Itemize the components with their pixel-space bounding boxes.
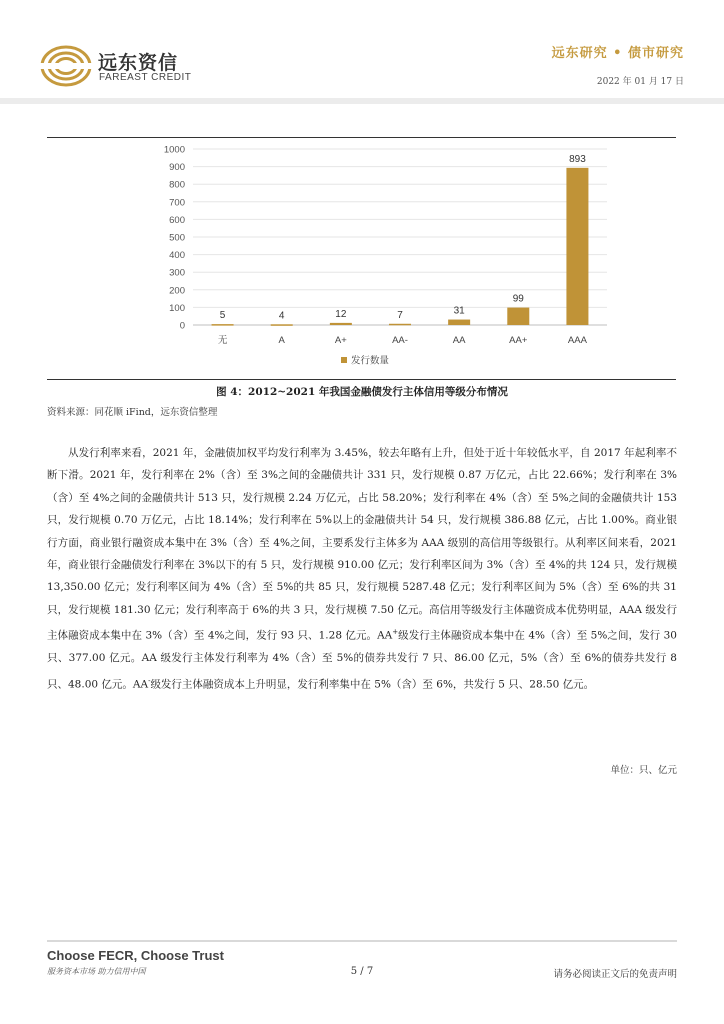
body-paragraph: 从发行利率来看，2021 年，金融债加权平均发行利率为 3.45%，较去年略有上升，但处于近十年较低水平，自 2017 年起利率不断下滑。2021 年，发行利率在 2%（含）至 3%之间的金融债共计 331 只，发行规模 0.87 万亿元，占比 22.66%；发行利率在 3%（含）至 4%之间的金融债共计 513 只，发行规模 2.24 万亿元，占比 58.20%；发行利率在 4%（含）至 5%之间的金融债共计 153 只，发行规模 0.70 万亿元，占比 18.14%；发行利率在 5%以上的金融债共计 54 只，发行规模 386.88 亿元，占比 1.00%。商业银行方面，商业银行融资成本集中在 3%（含）至 4%之间，主要系发行主体多为 AAA 级别的高信用等级银行。从利率区间来看，2021 年，商业银行金融债发行利率在 3%以下的有 5 只，发行规模 910.00 亿元；发行利率区间为 3%（含）至 4%的共 124 只，发行规模 13,350.00 亿元；发行利率区间为 4%（含）至 5%的共 85 只，发行规模 5287.48 亿元；发行利率区间为 5%（含）至 6%的共 31 只，发行规模 181.30 亿元；发行利率高于 6%的共 3 只，发行规模 7.50 亿元。高信用等级发行主体融资成本优势明显，AAA 级发行主体融资成本集中在 3%（含）至 4%之间，发行 93 只、1.28 亿元。AA+级发行主体融资成本集中在 4%（含）至 5%之间，发行 30 只、377.00 亿元。AA 级发行主体发行利率为 4%（含）至 5%的债券共发行 7 只、86.00 亿元，5%（含）至 6%的债券共发行 8 只、48.00 亿元。AA-级发行主体融资成本上升明显，发行利率集中在 5%（含）至 6%，共发行 5 只、28.50 亿元。 bbox=[47, 447, 677, 691]
bar bbox=[507, 308, 529, 325]
footer-slogan: Choose FECR, Choose Trust bbox=[47, 948, 224, 963]
x-tick-label: AA- bbox=[392, 335, 408, 346]
bar bbox=[271, 324, 293, 326]
data-label: 893 bbox=[569, 153, 586, 165]
bar bbox=[212, 324, 234, 326]
y-tick-label: 200 bbox=[169, 285, 185, 297]
legend-label: 发行数量 bbox=[351, 355, 390, 367]
brand-name-cn: 远东资信 bbox=[98, 52, 179, 74]
x-tick-label: AA+ bbox=[509, 335, 528, 346]
legend-swatch bbox=[341, 357, 347, 363]
fareast-logo-icon bbox=[40, 44, 96, 88]
rating-distribution-chart bbox=[47, 140, 676, 376]
page-number: 5 / 7 bbox=[350, 966, 374, 977]
header-divider bbox=[0, 98, 724, 104]
figure-bottom-rule bbox=[47, 379, 676, 380]
x-tick-label: A bbox=[278, 335, 285, 346]
y-tick-label: 400 bbox=[169, 250, 185, 262]
data-label: 12 bbox=[335, 308, 347, 320]
y-tick-label: 300 bbox=[169, 267, 185, 279]
figure-source: 资料来源：同花顺 iFind，远东资信整理 bbox=[47, 407, 218, 418]
data-label: 4 bbox=[278, 310, 285, 322]
footer-disclaimer: 请务必阅读正文后的免责声明 bbox=[553, 969, 677, 980]
x-tick-label: A+ bbox=[334, 335, 347, 346]
y-tick-label: 900 bbox=[169, 162, 185, 174]
data-label: 99 bbox=[512, 293, 524, 305]
report-section-title: 远东研究 • 债市研究 bbox=[551, 46, 684, 61]
y-tick-label: 100 bbox=[169, 302, 185, 314]
data-label: 5 bbox=[219, 310, 226, 322]
y-tick-label: 0 bbox=[179, 320, 185, 332]
x-tick-label: 无 bbox=[217, 335, 228, 346]
bar bbox=[389, 324, 411, 326]
y-tick-label: 1000 bbox=[163, 144, 185, 156]
report-date: 2022 年 01 月 17 日 bbox=[596, 77, 684, 87]
figure-top-rule bbox=[47, 137, 676, 138]
bar bbox=[330, 323, 352, 325]
unit-note: 单位：只、亿元 bbox=[610, 765, 677, 776]
x-tick-label: AAA bbox=[567, 335, 587, 346]
y-tick-label: 800 bbox=[169, 179, 185, 191]
brand-name-en: FAREAST CREDIT bbox=[99, 72, 192, 83]
data-label: 7 bbox=[397, 309, 403, 321]
figure-caption: 图 4：2012~2021 年我国金融债发行主体信用等级分布情况 bbox=[216, 386, 508, 398]
y-tick-label: 700 bbox=[169, 197, 185, 209]
y-tick-label: 500 bbox=[169, 232, 185, 244]
bar bbox=[448, 320, 470, 325]
footer-divider bbox=[47, 940, 677, 942]
footer-slogan-sub: 服务资本市场 助力信用中国 bbox=[47, 967, 146, 976]
bar bbox=[566, 168, 588, 325]
x-tick-label: AA bbox=[452, 335, 466, 346]
data-label: 31 bbox=[453, 305, 465, 317]
y-tick-label: 600 bbox=[169, 214, 185, 226]
